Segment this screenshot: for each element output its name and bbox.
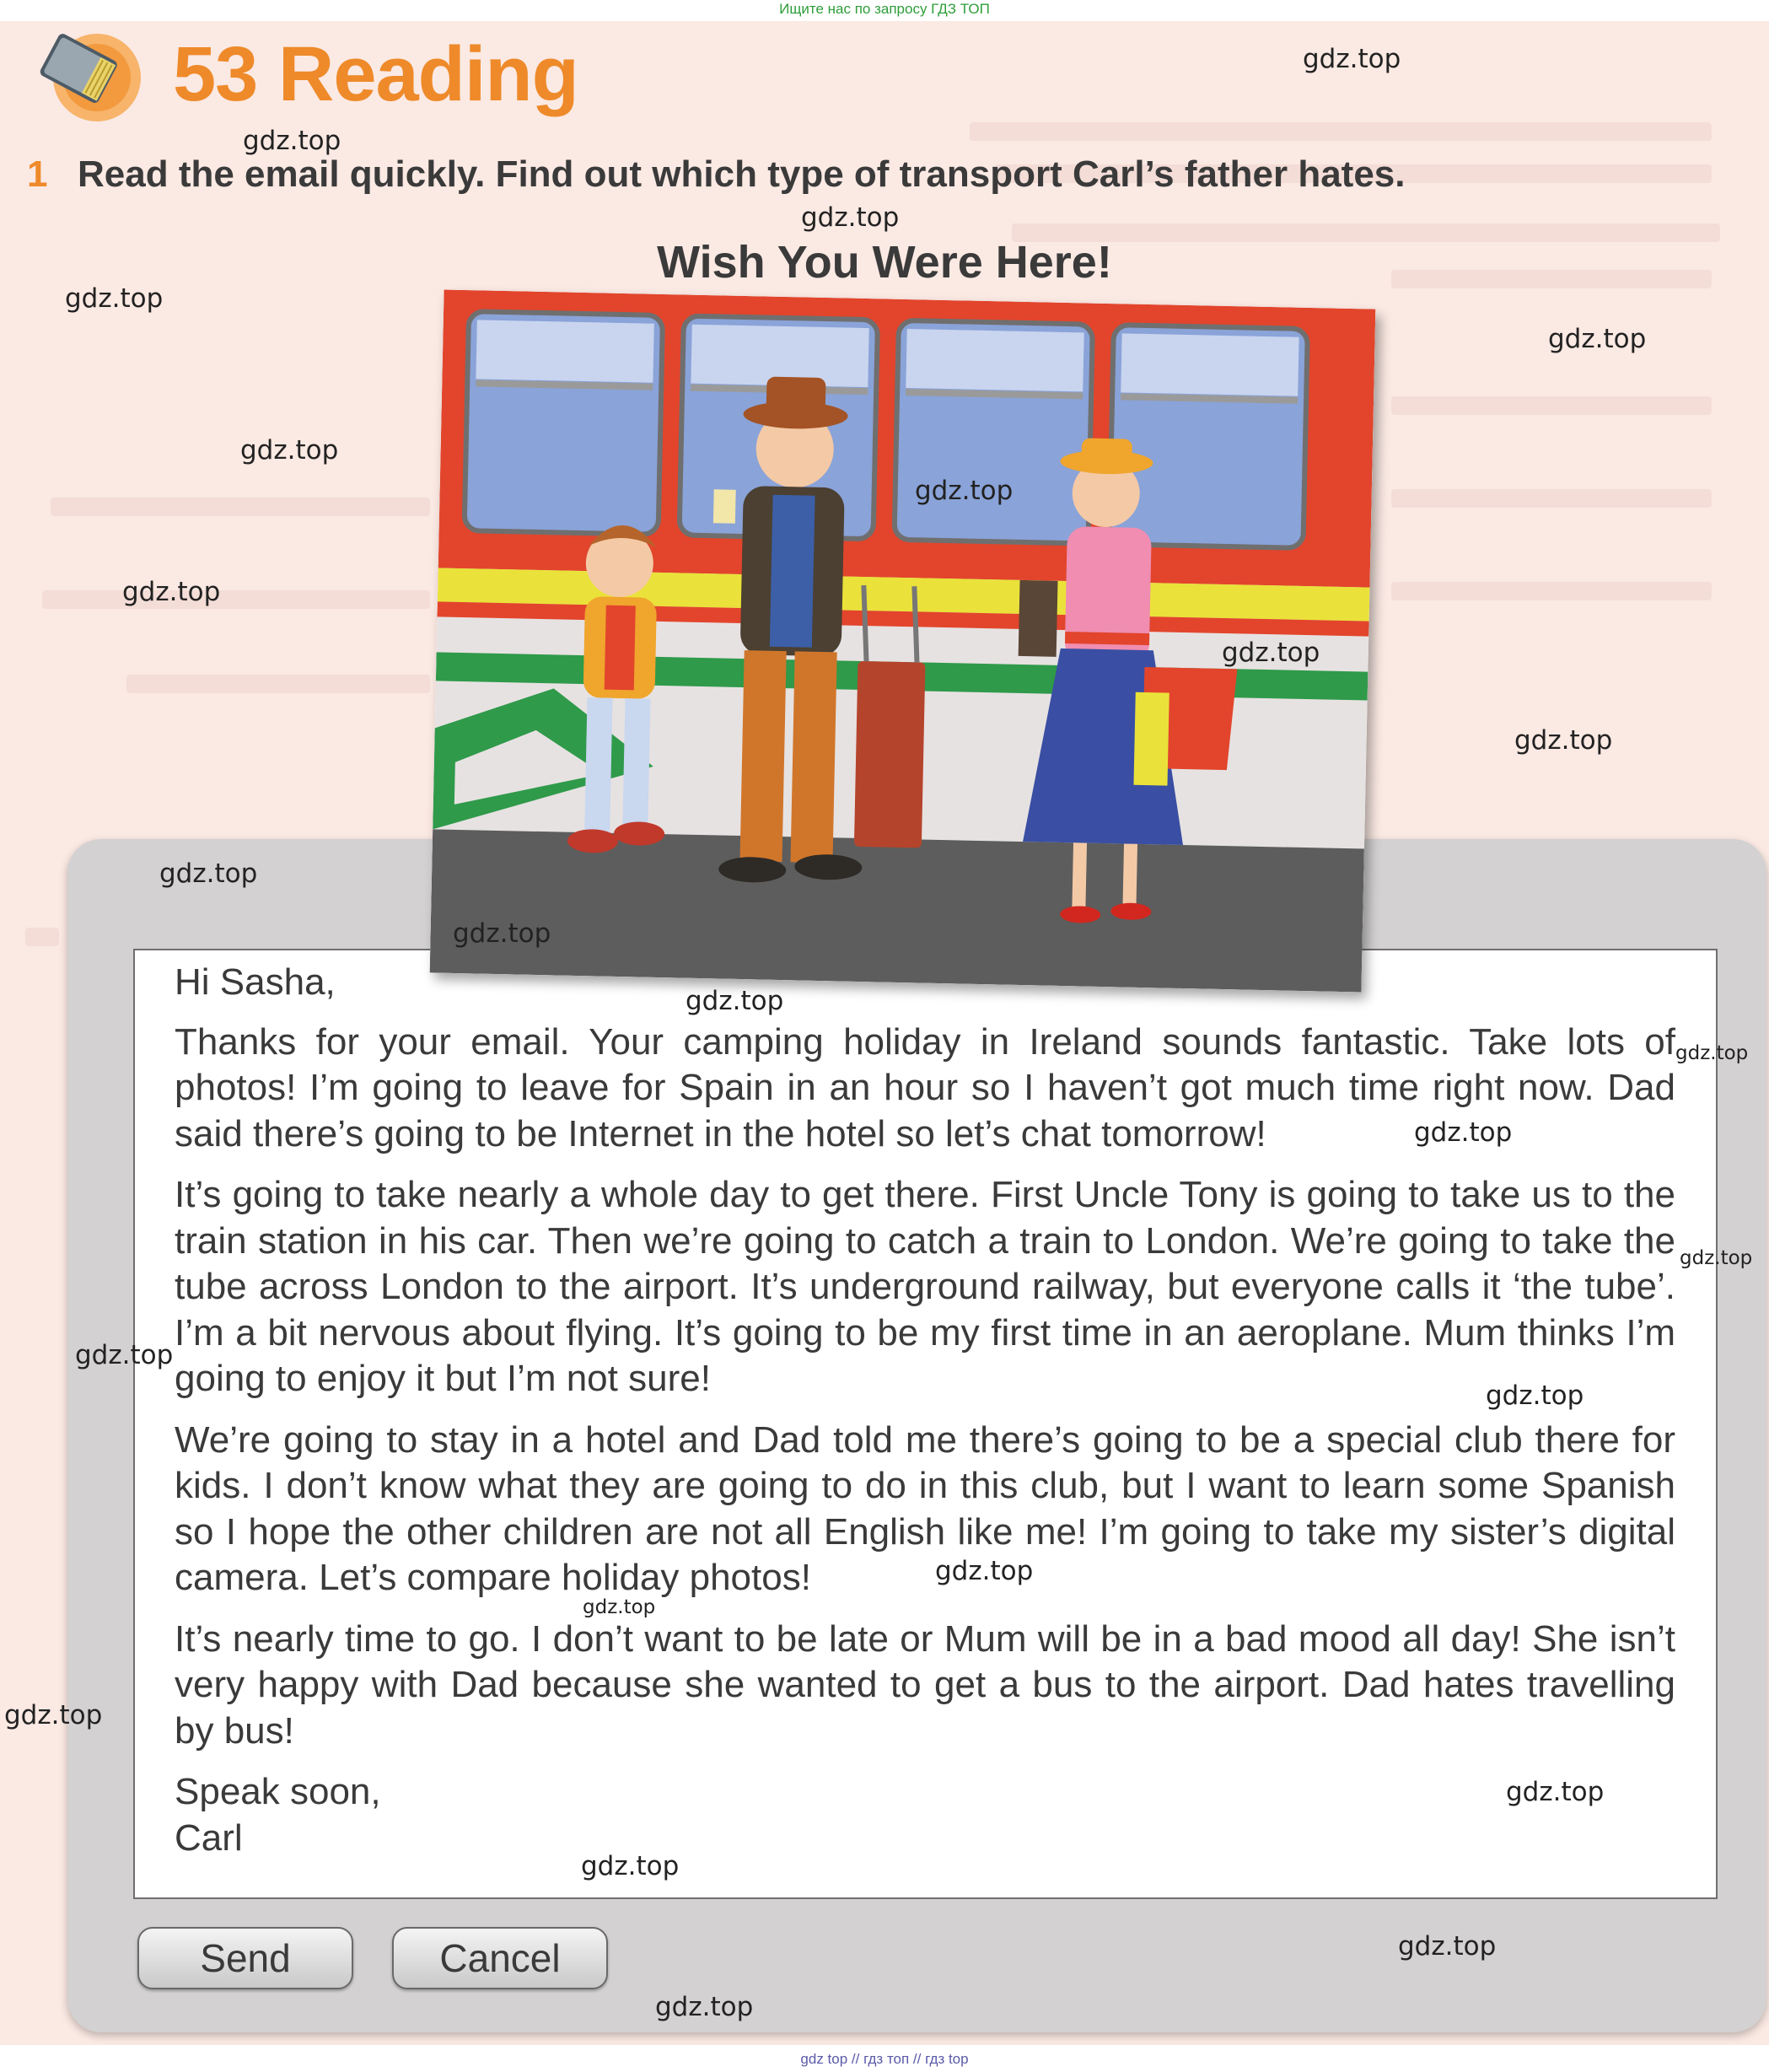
watermark[interactable]: gdz.top (583, 1596, 656, 1618)
email-signature: Carl (175, 1816, 243, 1859)
bleed-through-line (1391, 582, 1712, 600)
bleed-through-line (126, 675, 430, 693)
bottom-banner[interactable]: gdz top // гдз топ // гдз top (800, 2051, 969, 2067)
watermark[interactable]: gdz.top (801, 202, 900, 233)
bleed-through-line (970, 122, 1712, 141)
watermark[interactable]: gdz.top (1222, 638, 1320, 668)
task-number: 1 (27, 153, 48, 195)
watermark[interactable]: gdz.top (1303, 44, 1401, 74)
watermark[interactable]: gdz.top (1680, 1247, 1753, 1269)
watermark[interactable]: gdz.top (1514, 725, 1613, 756)
cancel-button[interactable]: Cancel (392, 1927, 608, 1989)
watermark[interactable]: gdz.top (75, 1340, 174, 1370)
postcard-title: Wish You Were Here! (657, 237, 1112, 288)
watermark[interactable]: gdz.top (453, 918, 551, 949)
watermark[interactable]: gdz.top (1398, 1931, 1497, 1962)
watermark[interactable]: gdz.top (915, 476, 1014, 506)
bleed-through-line (42, 590, 430, 609)
email-paragraph: We’re going to stay in a hotel and Dad told me there’s going to be a special club there for kids. I don’t know what they are going to do in this club, but I want to learn some Spanish so I hope the other children are not all English like me! I’m going to take my sister’s digital camera. Let’s compare holiday photos! (175, 1418, 1675, 1598)
top-banner[interactable]: Ищите нас по запросу ГДЗ ТОП (779, 1, 990, 17)
email-paragraph: It’s going to take nearly a whole day to get there. First Uncle Tony is going to take us to the train station in his car. Then we’re going to catch a train to London. We’re going to take the tube across London to the airport. It’s underground railway, but everyone calls it ‘the tube’. I’m a bit nervous about flying. It’s going to be my first time in an aeroplane. Mum thinks I’m going to enjoy it but I’m not sure! (175, 1174, 1675, 1399)
watermark[interactable]: gdz.top (65, 283, 164, 314)
email-paragraph: Thanks for your email. Your camping holiday in Ireland sounds fantastic. Take lots of photos! I’m going to leave for Spain in an hour so I haven’t got much time right now. Dad said there’s going to be Internet in the hotel so let’s chat tomorrow! (175, 1020, 1675, 1154)
email-greeting: Hi Sasha, (175, 961, 336, 1003)
watermark[interactable]: gdz.top (1414, 1117, 1513, 1148)
watermark[interactable]: gdz.top (1506, 1777, 1605, 1807)
bleed-through-line (51, 498, 430, 516)
watermark[interactable]: gdz.top (243, 126, 341, 156)
watermark[interactable]: gdz.top (122, 577, 221, 607)
watermark[interactable]: gdz.top (4, 1700, 103, 1730)
book-icon (25, 25, 143, 126)
email-closing: Speak soon, (175, 1771, 381, 1812)
watermark[interactable]: gdz.top (581, 1851, 680, 1881)
email-text (175, 960, 1675, 1861)
watermark[interactable]: gdz.top (240, 435, 339, 466)
email-paragraph: It’s nearly time to go. I don’t want to be late or Mum will be in a bad mood all day! She isn’t very happy with Dad because she wanted to get a bus to the airport. Dad hates travelling by bus! (175, 1617, 1675, 1752)
watermark[interactable]: gdz.top (935, 1556, 1034, 1586)
bleed-through-line (1391, 489, 1712, 508)
bleed-through-line (25, 928, 59, 946)
watermark[interactable]: gdz.top (655, 1992, 754, 2022)
watermark[interactable]: gdz.top (686, 986, 784, 1016)
watermark[interactable]: gdz.top (159, 858, 258, 889)
task-instruction: Read the email quickly. Find out which type of transport Carl’s father hates. (78, 153, 1406, 195)
bleed-through-line (1391, 396, 1712, 415)
lesson-title: 53 Reading (173, 31, 578, 117)
send-button[interactable]: Send (137, 1927, 353, 1989)
watermark[interactable]: gdz.top (1486, 1380, 1584, 1411)
watermark[interactable]: gdz.top (1548, 324, 1647, 354)
watermark[interactable]: gdz.top (1675, 1042, 1749, 1064)
